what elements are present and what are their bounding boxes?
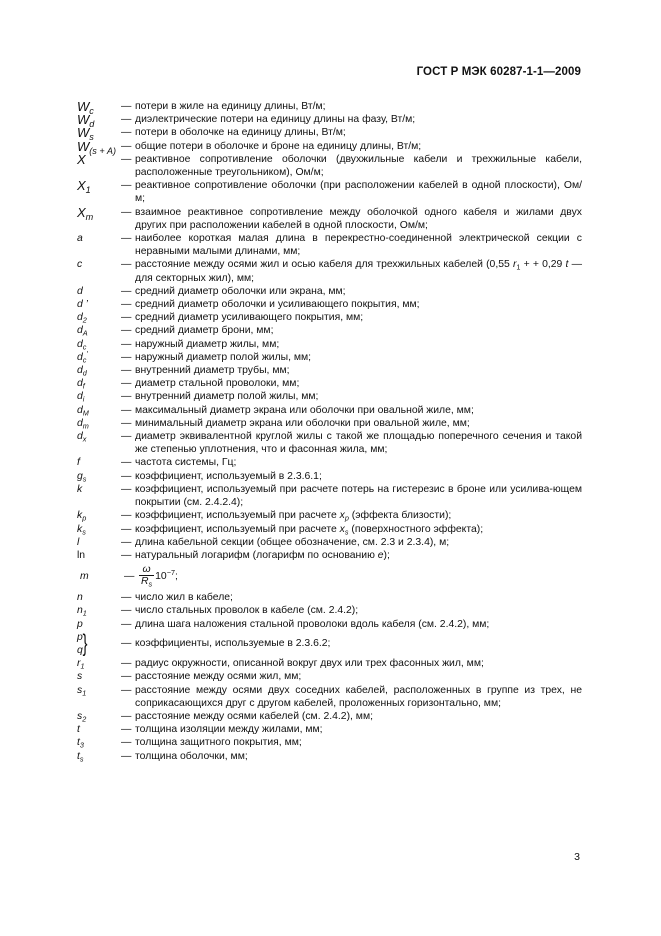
symbol: $d_f$ [77,378,85,391]
dash: — [121,285,132,297]
definition-text: толщина изоляции между жилами, мм; [135,724,323,736]
definition-row [77,509,582,522]
dash: — [121,206,132,218]
symbol: X [77,151,86,167]
definition-row [77,631,582,657]
definition-text: средний диаметр брони, мм; [135,325,274,337]
fraction: $\frac{\omega}{R_s}$ [141,564,153,589]
definition-row [77,657,582,670]
definition-row [77,377,582,390]
definition-row [77,564,582,588]
symbol: n [77,592,83,604]
dash: — [121,605,132,617]
definition-row [77,549,582,562]
symbol: c [77,259,83,271]
symbol: $t_3$ [77,737,84,750]
dash: — [121,338,132,350]
symbol: $d_m$ [77,417,89,431]
definition-row [77,364,582,377]
symbol: $W_{(s + A)}$ [77,138,116,156]
definition-text: диаметр стальной проволоки, мм; [135,378,300,390]
dash: — [121,312,132,324]
dash: — [121,378,132,390]
symbol: $W_d$ [77,112,95,130]
dash: — [124,570,135,582]
definition-text: внутренний диаметр полой жилы, мм; [135,391,319,403]
definition-row [77,338,582,351]
dash: — [121,618,132,630]
symbol: $W_s$ [77,125,94,143]
definition-row [77,348,582,365]
document-header: ГОСТ Р МЭК 60287-1-1—2009 [416,66,581,78]
dash: — [121,101,132,112]
brace: } [82,629,88,657]
dash: — [121,737,132,749]
symbol: $k_p$ [77,510,87,523]
definition-text: средний диаметр оболочки и усиливающего покрытия, мм; [135,299,420,311]
definition-text: реактивное сопротивление оболочки (при расположении кабелей в одной плоскости), Ом/м; [135,180,582,205]
dash: — [121,114,132,126]
symbol: $d_c$ [77,338,87,352]
definition-text: расстояние между осями жил, мм; [135,671,302,683]
definition-text: взаимное реактивное сопротивление между оболочкой одного кабеля и жилами двух других при расположении кабелей в одной плоскости, Ом/м; [135,206,582,231]
definition-row [77,591,582,604]
symbol: $d_c'$ [77,348,88,365]
definition-row [77,125,582,143]
symbol: $n_1$ [77,605,87,618]
definition-text: реактивное сопротивление оболочки (двухжильные кабели и трехжильные кабели, расположенные треугольником), Ом/м; [135,153,582,179]
dash: — [121,671,132,683]
definition-row [77,285,582,298]
definition-text: максимальный диаметр экрана или оболочки при овальной жиле, мм; [135,404,474,416]
definition-text: внутренний диаметр трубы, мм; [135,365,290,377]
definition-text: наружный диаметр полой жилы, мм; [135,351,312,363]
dash: — [121,510,132,522]
symbol-group: p q } [77,629,88,657]
dash: — [121,483,132,495]
dash: — [121,180,132,192]
dash: — [121,140,132,152]
definitions-list [77,100,582,763]
definition-text: коэффициент, используемый в 2.3.6.1; [135,470,322,482]
dash: — [121,299,132,311]
definition-text: наружный диаметр жилы, мм; [135,338,280,350]
definition-text: толщина защитного покрытия, мм; [135,737,302,749]
definition-row [77,750,582,763]
definition-row [77,99,582,117]
dash: — [121,684,132,696]
dash: — [121,325,132,337]
symbol: $k_s$ [77,523,86,537]
definition-text: коэффициент, используемый при расчете $x_p$ (эффекта близости); [135,510,452,523]
definition-text: диэлектрические потери на единицу длины на фазу, Вт/м; [135,114,416,126]
definition-text: средний диаметр оболочки или экрана, мм; [135,285,346,297]
dash: — [121,457,132,469]
definition-text: длина шага наложения стальной проволоки вдоль кабеля (см. 2.4.2), мм; [135,618,490,630]
definition-text: расстояние между осями кабелей (см. 2.4.2), мм; [135,710,373,722]
symbol: $d_d$ [77,365,87,378]
dash: — [121,153,132,165]
dash: — [121,592,132,604]
symbol: l [77,536,80,548]
symbol: $W_c$ [77,99,94,117]
definition-text: натуральный логарифм (логарифм по основанию e); [135,549,390,561]
page-number: 3 [574,851,580,863]
symbol: $t_s$ [77,750,84,764]
dash: — [121,710,132,722]
definition-text: потери в жиле на единицу длины, Вт/м; [135,101,326,112]
definition-row [77,604,582,617]
definition-row [77,417,582,430]
definition-row [77,470,582,483]
definition-row [77,404,582,417]
symbol: t [77,724,80,736]
dash: — [121,750,132,762]
definition-text: коэффициент, используемый при расчете $x_s$ (поверхностного эффекта); [135,523,484,537]
definition-text: толщина оболочки, мм; [135,750,248,762]
definition-text: наиболее короткая малая длина в перекрестно-соединенной электрической секции с неравными малыми длинами, мм; [135,233,582,258]
definition-text: число жил в кабеле; [135,592,233,604]
dash: — [121,470,132,482]
definition-text: коэффициент, используемый при расчете потерь на гистерезис в броне или усилива-ющем покрытии (см. 2.4.2.4); [135,483,582,509]
definition-text: частота системы, Гц; [135,457,237,469]
dash: — [121,127,132,139]
symbol: $d_M$ [77,404,89,418]
definition-text: диаметр эквивалентной круглой жилы с такой же площадью поперечного сечения и такой же степенью уплотнения, что и фасонная жила, мм; [135,431,582,456]
definition-row [77,523,582,536]
symbol: $r_1$ [77,658,85,671]
dash: — [121,431,132,443]
definition-row [77,112,582,130]
definition-row [77,153,582,179]
dash: — [121,724,132,736]
dash: — [121,391,132,403]
definition-row [77,684,582,710]
symbol: $d_2$ [77,312,87,325]
symbol: $s_1$ [77,684,87,698]
definition-text: длина кабельной секции (общее обозначение, см. 2.3 и 2.3.4), м; [135,536,450,548]
definition-row [77,138,582,156]
definition-row [77,390,582,403]
formula: $\frac{\omega}{R_s}$ $10^{-7}$; [141,564,178,589]
dash: — [121,523,132,535]
symbol: d ’ [77,299,88,311]
dash: — [121,351,132,363]
symbol: p [77,618,83,630]
definition-row [77,670,582,683]
dash: — [121,658,132,670]
symbol: ln [77,549,86,561]
symbol: m [80,570,89,582]
symbol: d [77,285,83,297]
dash: — [121,549,132,561]
symbol: $d_A$ [77,325,88,338]
definition-text: общие потери в оболочке и броне на единицу длины, Вт/м; [135,140,422,152]
definition-text: радиус окружности, описанной вокруг двух или трех фасонных жил, мм; [135,658,484,670]
definition-row [77,536,582,549]
dash: — [121,365,132,377]
definition-row [77,311,582,324]
dash: — [121,259,132,271]
definition-text: расстояние между осями жил и осью кабеля для трехжильных кабелей (0,55 $r_1$ + + 0,29 t — для секторных жил), мм; [135,259,582,284]
symbol: k [77,483,83,495]
definition-row [77,618,582,631]
dash: — [121,638,132,650]
dash: — [121,404,132,416]
symbol: s [77,671,83,683]
symbol: $X_m$ [77,204,94,222]
definition-row [77,324,582,337]
dash: — [121,417,132,429]
symbol: a [77,233,83,245]
symbol: $s_2$ [77,710,87,724]
symbol: $X_1$ [77,178,91,196]
definition-row [77,736,582,749]
definition-row [77,710,582,723]
definition-row [77,258,582,284]
symbol: f [77,457,80,469]
definition-text: число стальных проволок в кабеле (см. 2.4.2); [135,605,359,617]
dash: — [121,536,132,548]
definition-row [77,483,582,509]
definition-text: потери в оболочке на единицу длины, Вт/м; [135,127,346,139]
definition-text: расстояние между осями двух соседних кабелей, расположенных в группе из трех, не соприкасающихся друг с другом кабелей, проложенных горизонтально, мм; [135,684,582,709]
symbol: $d_x$ [77,431,87,444]
definition-row [77,298,582,311]
definition-row [77,206,582,232]
definition-row [77,723,582,736]
definition-text: средний диаметр усиливающего покрытия, мм; [135,312,364,324]
definition-text: коэффициенты, используемые в 2.3.6.2; [135,638,331,650]
symbol: $d_i$ [77,391,85,405]
definition-row [77,430,582,456]
definition-text: минимальный диаметр экрана или оболочки при овальной жиле, мм; [135,417,470,429]
definition-row [77,456,582,469]
symbol: $g_s$ [77,470,87,484]
definition-row [77,179,582,205]
dash: — [121,233,132,245]
definition-row [77,232,582,258]
